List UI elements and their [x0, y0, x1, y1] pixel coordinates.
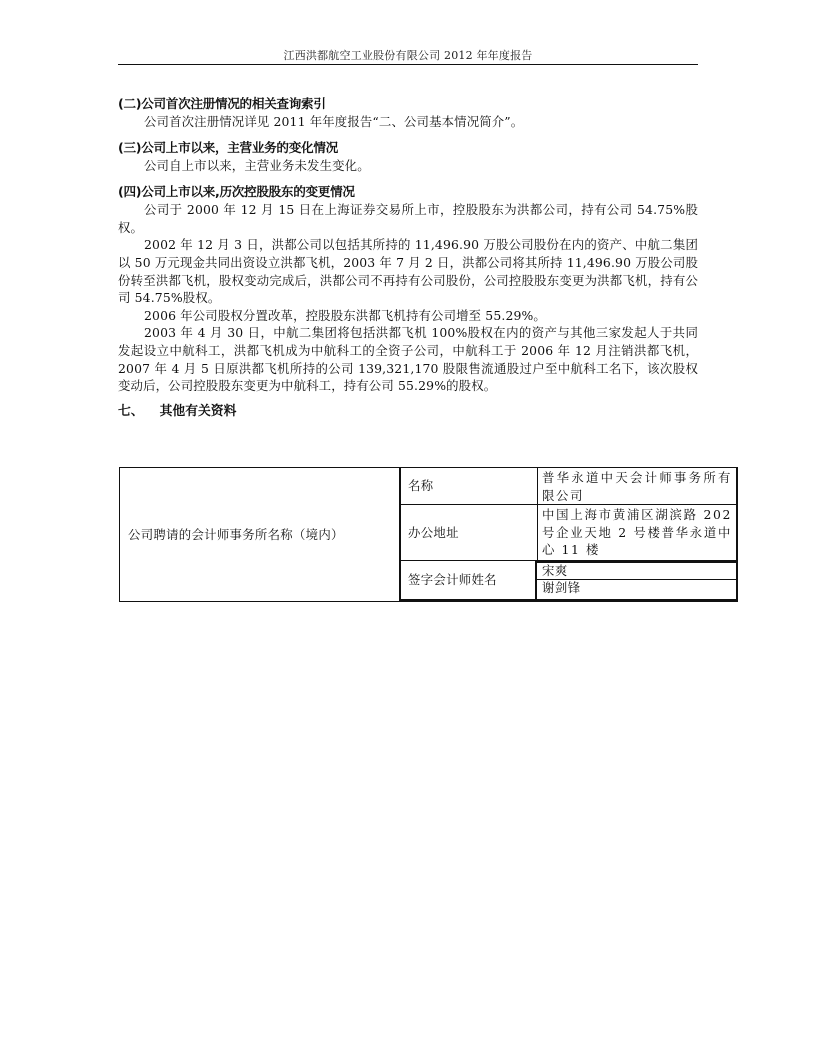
header-divider	[118, 64, 698, 65]
table-row	[401, 468, 736, 505]
table-row-label: 公司聘请的会计师事务所名称（境内）	[128, 526, 344, 542]
document-body	[118, 95, 698, 421]
heading-business-changes: (三)公司上市以来，主营业务的变化情况	[118, 139, 338, 155]
auditor-details-table	[399, 468, 738, 601]
paragraph: 2006 年公司股权分置改革，控股股东洪都飞机持有公司增至 55.29%。	[144, 307, 546, 323]
paragraph: 公司自上市以来，主营业务未发生变化。	[144, 157, 370, 173]
section-title: 其他有关资料	[159, 403, 237, 419]
running-header: 江西洪都航空工业股份有限公司 2012 年年度报告	[283, 49, 533, 62]
field-label: 签字会计师姓名	[408, 572, 497, 588]
field-value: 中国上海市黄浦区湖滨路 202 号企业天地 2 号楼普华永道中心 11 楼	[537, 505, 736, 560]
paragraph: 2002 年 12 月 3 日，洪都公司以包括其所持的 11,496.90 万股公司股份在内的资产、中航二集团以 50 万元现金共同出资设立洪都飞机，2003 年 7 月 2 日，洪都公司将其所持 11,496.90 万股公司股份转至洪都飞机，股权变动完成后，洪都公司不再持有公司股份，公司控股股东变更为洪都飞机，持有公司 54.75%股权。	[118, 237, 698, 306]
accountant-name: 谢剑锋	[542, 580, 581, 595]
paragraph: 公司于 2000 年 12 月 15 日在上海证券交易所上市，控股股东为洪都公司，持有公司 54.75%股权。	[118, 202, 698, 235]
spacer	[118, 131, 698, 139]
section-number: 七、	[118, 403, 144, 419]
table-row	[401, 505, 736, 561]
auditor-info-table	[119, 467, 738, 602]
heading-controlling-shareholder-changes: (四)公司上市以来,历次控股股东的变更情况	[118, 184, 355, 200]
section-heading-other-info	[118, 403, 698, 421]
heading-first-registration: (二)公司首次注册情况的相关查询索引	[118, 96, 326, 111]
field-label: 办公地址	[408, 524, 459, 540]
field-value: 普华永道中天会计师事务所有限公司	[537, 468, 736, 504]
spacer	[118, 174, 698, 183]
table-row	[401, 561, 736, 599]
paragraph: 公司首次注册情况详见 2011 年年度报告“二、公司基本情况简介”。	[144, 114, 524, 129]
paragraph: 2003 年 4 月 30 日，中航二集团将包括洪都飞机 100%股权在内的资产与其他三家发起人于共同发起设立中航科工，洪都飞机成为中航科工的全资子公司，中航科工于 2006 年 12 月注销洪都飞机，2007 年 4 月 5 日原洪都飞机所持的公司 139,321,170 股限售流通股过户至中航科工名下，该次股权变动后，公司控股股东变更为中航科工，持有公司 55.29%的股权。	[118, 325, 698, 394]
accountant-name: 宋爽	[537, 563, 736, 580]
signing-accountants-list	[535, 561, 736, 599]
field-label: 名称	[408, 478, 434, 494]
